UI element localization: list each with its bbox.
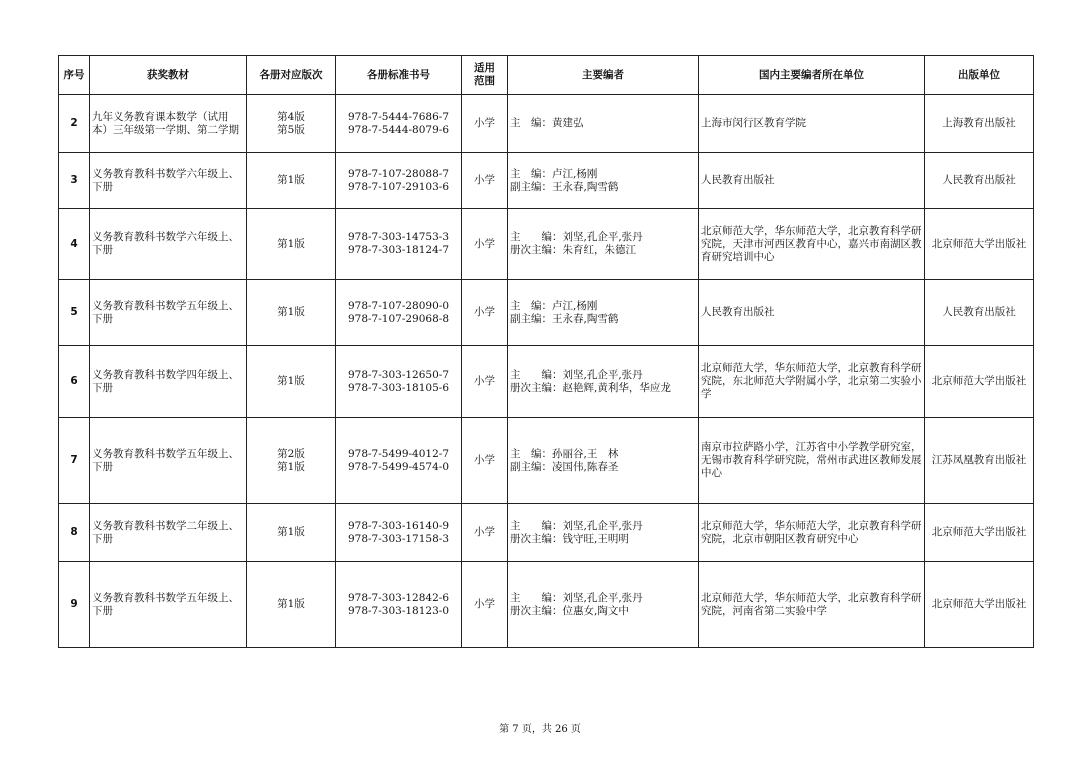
row-isbns-cell	[336, 346, 462, 418]
row-editor-line: 副主编：王永春,陶雪鹤	[510, 180, 619, 193]
row-edition: 第1版	[277, 306, 305, 318]
row-publisher: 北京师范大学出版社	[931, 526, 1027, 538]
row-scope-cell	[462, 209, 508, 280]
row-editions-cell	[247, 504, 336, 562]
row-seq: 6	[70, 375, 78, 387]
row-isbns-cell	[336, 562, 462, 648]
row-textbook: 义务教育教科书数学二年级上、下册	[92, 519, 239, 545]
row-scope: 小学	[474, 306, 495, 318]
row-units: 北京师范大学，华东师范大学，北京教育科学研究院，北京市朝阳区教育研究中心	[701, 519, 922, 545]
row-scope-cell	[462, 562, 508, 648]
row-editions-cell	[247, 280, 336, 346]
row-isbns-cell	[336, 153, 462, 209]
row-publisher-cell	[925, 346, 1034, 418]
row-isbns-cell	[336, 418, 462, 504]
row-publisher: 北京师范大学出版社	[931, 237, 1027, 250]
row-textbook: 义务教育教科书数学六年级上、下册	[92, 167, 239, 193]
row-textbook-cell	[90, 504, 247, 562]
row-editor-line: 主 编：黄建弘	[510, 117, 584, 129]
row-units: 人民教育出版社	[701, 174, 775, 186]
row-isbn: 978-7-5444-7686-7	[347, 110, 450, 123]
row-editor-line: 册次主编：赵艳辉,黄利华，华应龙	[510, 381, 671, 394]
row-seq: 3	[70, 174, 78, 186]
row-isbns-cell	[336, 209, 462, 280]
header-editors: 主要编者	[508, 56, 699, 95]
row-isbn: 978-7-303-18124-7	[347, 244, 450, 256]
row-publisher-cell	[925, 562, 1034, 648]
header-scope	[462, 56, 508, 95]
table-row	[59, 418, 1034, 504]
row-isbn: 978-7-303-18105-6	[347, 381, 450, 394]
row-scope: 小学	[474, 237, 495, 250]
row-editor-line: 主 编：刘坚,孔企平,张丹	[510, 519, 643, 532]
row-seq-cell	[59, 504, 90, 562]
row-publisher: 人民教育出版社	[942, 174, 1016, 186]
row-scope-cell	[462, 280, 508, 346]
table-row	[59, 504, 1034, 562]
row-seq: 4	[70, 237, 78, 250]
row-edition: 第1版	[277, 375, 305, 387]
table-row	[59, 280, 1034, 346]
row-editor-line: 副主编：凌国伟,陈春圣	[510, 460, 619, 473]
row-edition: 第1版	[277, 598, 305, 610]
row-isbn: 978-7-303-14753-3	[347, 231, 450, 243]
row-publisher: 江苏凤凰教育出版社	[931, 454, 1027, 466]
row-editor-line: 主 编：刘坚,孔企平,张丹	[510, 368, 643, 381]
row-units: 南京市拉萨路小学，江苏省中小学教学研究室，无锡市教育科学研究院，常州市武进区教师发展中心	[701, 441, 922, 479]
row-editions-cell	[247, 153, 336, 209]
header-textbook: 获奖教材	[90, 56, 247, 95]
award-textbook-table	[58, 55, 1034, 648]
row-scope: 小学	[474, 454, 495, 466]
row-editors-cell	[508, 504, 699, 562]
row-isbn: 978-7-303-12650-7	[347, 368, 450, 381]
row-publisher: 上海教育出版社	[942, 117, 1016, 129]
row-units-cell	[699, 418, 925, 504]
row-scope-cell	[462, 153, 508, 209]
row-publisher-cell	[925, 209, 1034, 280]
row-units-cell	[699, 153, 925, 209]
row-seq-cell	[59, 346, 90, 418]
table-row	[59, 346, 1034, 418]
row-textbook: 义务教育教科书数学四年级上、下册	[92, 368, 239, 394]
table-row	[59, 209, 1034, 280]
page-footer: 第 7 页，共 26 页	[499, 724, 581, 735]
row-editions-cell	[247, 562, 336, 648]
row-units-cell	[699, 562, 925, 648]
row-units-cell	[699, 95, 925, 153]
row-publisher-cell	[925, 95, 1034, 153]
header-units: 国内主要编者所在单位	[699, 56, 925, 95]
row-units: 北京师范大学，华东师范大学，北京教育科学研究院，河南省第二实验中学	[701, 591, 922, 617]
row-editor-line: 主 编：卢江,杨刚	[510, 167, 598, 180]
row-seq-cell	[59, 418, 90, 504]
row-units: 北京师范大学，华东师范大学，北京教育科学研究院，天津市河西区教育中心，嘉兴市南湖区教育研究培训中心	[701, 224, 922, 263]
row-edition: 第5版	[277, 123, 305, 136]
row-seq-cell	[59, 209, 90, 280]
row-editions-cell	[247, 95, 336, 153]
row-isbn: 978-7-5444-8079-6	[347, 123, 450, 136]
row-textbook: 义务教育教科书数学五年级上、下册	[92, 447, 239, 473]
row-isbn: 978-7-303-12842-6	[347, 591, 450, 604]
row-edition: 第1版	[277, 174, 305, 186]
row-editors-cell	[508, 153, 699, 209]
row-seq: 8	[70, 526, 78, 538]
row-seq-cell	[59, 280, 90, 346]
row-edition: 第1版	[277, 237, 305, 250]
row-isbn: 978-7-5499-4012-7	[347, 447, 450, 460]
row-editor-line: 主 编：孙丽谷,王 林	[510, 447, 619, 460]
row-edition: 第1版	[277, 460, 305, 473]
row-seq-cell	[59, 153, 90, 209]
row-edition: 第4版	[277, 110, 305, 123]
row-scope-cell	[462, 418, 508, 504]
row-editors-cell	[508, 280, 699, 346]
row-editors-cell	[508, 562, 699, 648]
row-publisher-cell	[925, 280, 1034, 346]
row-editor-line: 主 编：卢江,杨刚	[510, 299, 598, 312]
row-scope: 小学	[474, 598, 495, 610]
row-textbook: 义务教育教科书数学五年级上、下册	[92, 299, 239, 325]
row-editor-line: 主 编：刘坚,孔企平,张丹	[510, 231, 643, 243]
row-isbn: 978-7-107-29068-8	[347, 312, 450, 325]
row-textbook-cell	[90, 346, 247, 418]
row-edition: 第2版	[277, 447, 305, 460]
row-editions-cell	[247, 418, 336, 504]
row-textbook: 九年义务教育课本数学（试用本）三年级第一学期、第二学期	[92, 110, 239, 136]
row-units-cell	[699, 346, 925, 418]
row-scope-cell	[462, 95, 508, 153]
row-seq-cell	[59, 562, 90, 648]
row-units: 上海市闵行区教育学院	[701, 117, 806, 129]
row-editor-line: 册次主编：朱育红，朱德江	[510, 244, 636, 256]
row-isbn: 978-7-107-29103-6	[347, 180, 450, 193]
table-header-row	[59, 56, 1034, 95]
row-scope: 小学	[474, 117, 495, 129]
header-scope-label: 适用范围	[473, 62, 495, 87]
row-editor-line: 主 编：刘坚,孔企平,张丹	[510, 591, 643, 604]
row-units-cell	[699, 504, 925, 562]
row-seq: 5	[70, 306, 78, 318]
header-editions: 各册对应版次	[247, 56, 336, 95]
row-isbns-cell	[336, 280, 462, 346]
row-publisher-cell	[925, 504, 1034, 562]
row-editors-cell	[508, 209, 699, 280]
row-publisher: 北京师范大学出版社	[931, 375, 1027, 387]
row-editions-cell	[247, 346, 336, 418]
row-publisher: 北京师范大学出版社	[931, 598, 1027, 610]
row-scope-cell	[462, 504, 508, 562]
row-isbn: 978-7-303-18123-0	[347, 604, 450, 617]
row-publisher-cell	[925, 153, 1034, 209]
row-edition: 第1版	[277, 526, 305, 538]
row-textbook-cell	[90, 562, 247, 648]
row-seq: 9	[70, 598, 78, 610]
row-editor-line: 副主编：王永春,陶雪鹤	[510, 312, 619, 325]
row-seq: 7	[70, 454, 78, 466]
row-editions-cell	[247, 209, 336, 280]
row-seq-cell	[59, 95, 90, 153]
row-scope-cell	[462, 346, 508, 418]
row-isbn: 978-7-107-28088-7	[347, 167, 450, 180]
row-seq: 2	[70, 117, 78, 129]
row-isbn: 978-7-303-17158-3	[347, 532, 450, 545]
row-scope: 小学	[474, 174, 495, 186]
table-row	[59, 562, 1034, 648]
row-publisher: 人民教育出版社	[942, 306, 1016, 318]
table-body	[59, 95, 1034, 648]
row-textbook: 义务教育教科书数学六年级上、下册	[92, 231, 239, 256]
row-scope: 小学	[474, 526, 495, 538]
row-isbn: 978-7-107-28090-0	[347, 299, 450, 312]
row-textbook-cell	[90, 95, 247, 153]
row-textbook-cell	[90, 418, 247, 504]
row-textbook-cell	[90, 153, 247, 209]
row-editors-cell	[508, 346, 699, 418]
row-textbook-cell	[90, 209, 247, 280]
row-units: 北京师范大学，华东师范大学，北京教育科学研究院，东北师范大学附属小学，北京第二实验小学	[701, 362, 922, 400]
row-units: 人民教育出版社	[701, 306, 775, 318]
row-editor-line: 册次主编：钱守旺,王明明	[510, 532, 629, 545]
row-isbn: 978-7-5499-4574-0	[347, 460, 450, 473]
row-units-cell	[699, 209, 925, 280]
row-isbns-cell	[336, 95, 462, 153]
row-units-cell	[699, 280, 925, 346]
row-scope: 小学	[474, 375, 495, 387]
row-isbn: 978-7-303-16140-9	[347, 519, 450, 532]
header-publisher: 出版单位	[925, 56, 1034, 95]
table-row	[59, 153, 1034, 209]
row-textbook-cell	[90, 280, 247, 346]
row-editors-cell	[508, 95, 699, 153]
row-editors-cell	[508, 418, 699, 504]
header-isbns: 各册标准书号	[336, 56, 462, 95]
row-isbns-cell	[336, 504, 462, 562]
row-publisher-cell	[925, 418, 1034, 504]
header-seq: 序号	[59, 56, 90, 95]
table-row	[59, 95, 1034, 153]
row-editor-line: 册次主编：位惠女,陶文中	[510, 604, 629, 617]
row-textbook: 义务教育教科书数学五年级上、下册	[92, 591, 239, 617]
